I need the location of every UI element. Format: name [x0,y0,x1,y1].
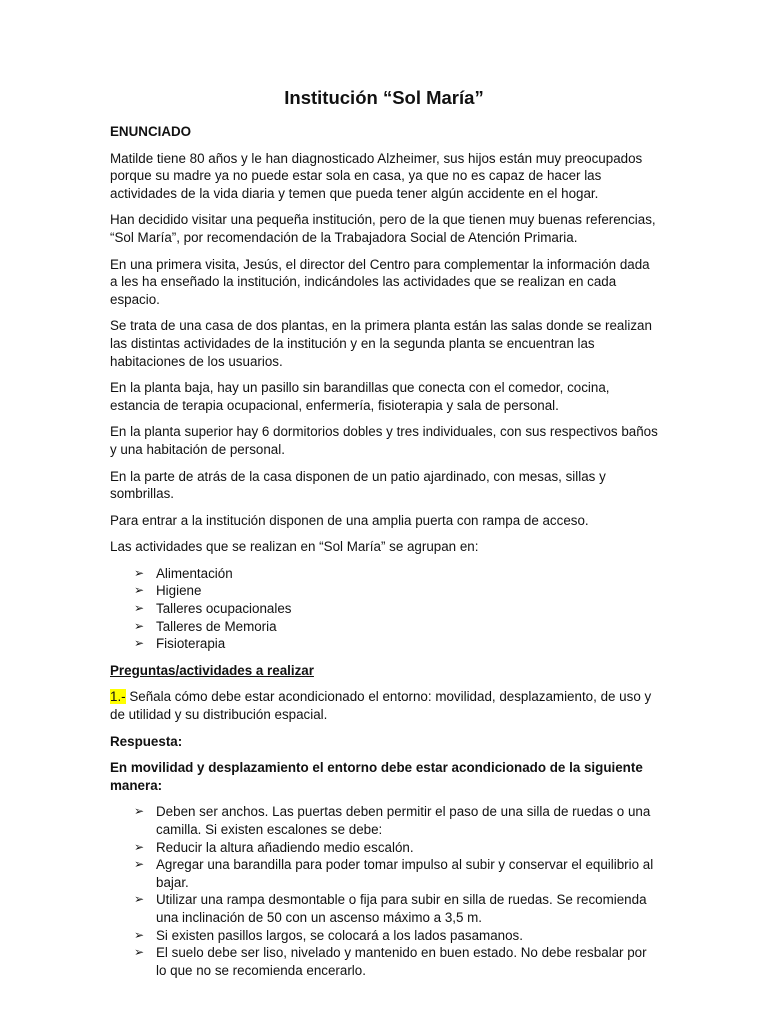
paragraph: Las actividades que se realizan en “Sol María” se agrupan en: [110,539,479,555]
activities-list [110,565,658,653]
paragraph: En la parte de atrás de la casa disponen de un patio ajardinado, con mesas, sillas y sombrillas. [110,468,606,502]
arrowhead-bullet-icon: ➢ [134,804,145,819]
document-title: Institución “Sol María” [284,87,484,108]
answer-list [110,803,658,979]
arrowhead-bullet-icon: ➢ [134,892,145,907]
list-item [110,635,658,653]
list-item [110,891,658,926]
answer-heading: Respuesta: [110,733,183,749]
list-item [110,565,658,583]
paragraph: Se trata de una casa de dos plantas, en la primera planta están las salas donde se realizan las distintas actividades de la institución y en la segunda planta se encuentran las habitaciones de los usuarios. [110,318,652,369]
question-number: 1.- [110,689,126,705]
list-item-text: Si existen pasillos largos, se colocará a los lados pasamanos. [156,927,523,943]
question-1 [110,688,658,723]
arrowhead-bullet-icon: ➢ [134,618,145,633]
arrowhead-bullet-icon: ➢ [134,839,145,854]
list-item [110,839,658,857]
list-item [110,600,658,618]
list-item [110,927,658,945]
arrowhead-bullet-icon: ➢ [134,601,145,616]
list-item-text: El suelo debe ser liso, nivelado y mantenido en buen estado. No debe resbalar por lo que no se recomienda encerarlo. [156,945,647,978]
list-item-text: Talleres de Memoria [156,618,277,634]
list-item [110,803,658,838]
list-item [110,856,658,891]
arrowhead-bullet-icon: ➢ [134,636,145,651]
paragraph: Matilde tiene 80 años y le han diagnosticado Alzheimer, sus hijos están muy preocupados porque su madre ya no puede estar sola en casa, ya que no es capaz de hacer las actividades de la vida diaria y temen que pueda tener algún accidente en el hogar. [110,150,643,201]
list-item-text: Higiene [156,583,202,599]
list-item-text: Fisioterapia [156,636,226,652]
paragraph: Han decidido visitar una pequeña institución, pero de la que tienen muy buenas referencias, “Sol María”, por recomendación de la Trabajadora Social de Atención Primaria. [110,212,656,245]
list-item-text: Deben ser anchos. Las puertas deben permitir el paso de una silla de ruedas o una camilla. Si existen escalones se debe: [156,804,651,837]
paragraph: En la planta baja, hay un pasillo sin barandillas que conecta con el comedor, cocina, estancia de terapia ocupacional, enfermería, fisioterapia y sala de personal. [110,380,610,413]
question-text: Señala cómo debe estar acondicionado el entorno: movilidad, desplazamiento, de uso y de utilidad y su distribución espacial. [110,689,652,723]
arrowhead-bullet-icon: ➢ [134,927,145,942]
list-item-text: Reducir la altura añadiendo medio escalón. [156,839,414,855]
arrowhead-bullet-icon: ➢ [134,583,145,598]
paragraph: Para entrar a la institución disponen de una amplia puerta con rampa de acceso. [110,512,589,528]
list-item-text: Agregar una barandilla para poder tomar impulso al subir y conservar el equilibrio al bajar. [156,857,654,890]
list-item-text: Utilizar una rampa desmontable o fija para subir en silla de ruedas. Se recomienda una inclinación de 50 con un ascenso máximo a 3,5 m. [156,892,647,925]
list-item [110,582,658,600]
list-item-text: Alimentación [156,565,233,581]
paragraph: En la planta superior hay 6 dormitorios dobles y tres individuales, con sus respectivos baños y una habitación de personal. [110,424,658,457]
arrowhead-bullet-icon: ➢ [134,857,145,872]
arrowhead-bullet-icon: ➢ [134,945,145,960]
list-item [110,618,658,636]
answer-subheading: En movilidad y desplazamiento el entorno debe estar acondicionado de la siguiente manera: [110,760,643,793]
arrowhead-bullet-icon: ➢ [134,565,145,580]
questions-heading: Preguntas/actividades a realizar [110,662,314,678]
enunciado-heading: ENUNCIADO [110,124,192,139]
paragraph: En una primera visita, Jesús, el director del Centro para complementar la información dada a les ha enseñado la institución, indicándoles las actividades que se realizan en cada espacio. [110,256,650,307]
list-item-text: Talleres ocupacionales [156,601,292,617]
list-item [110,944,658,979]
